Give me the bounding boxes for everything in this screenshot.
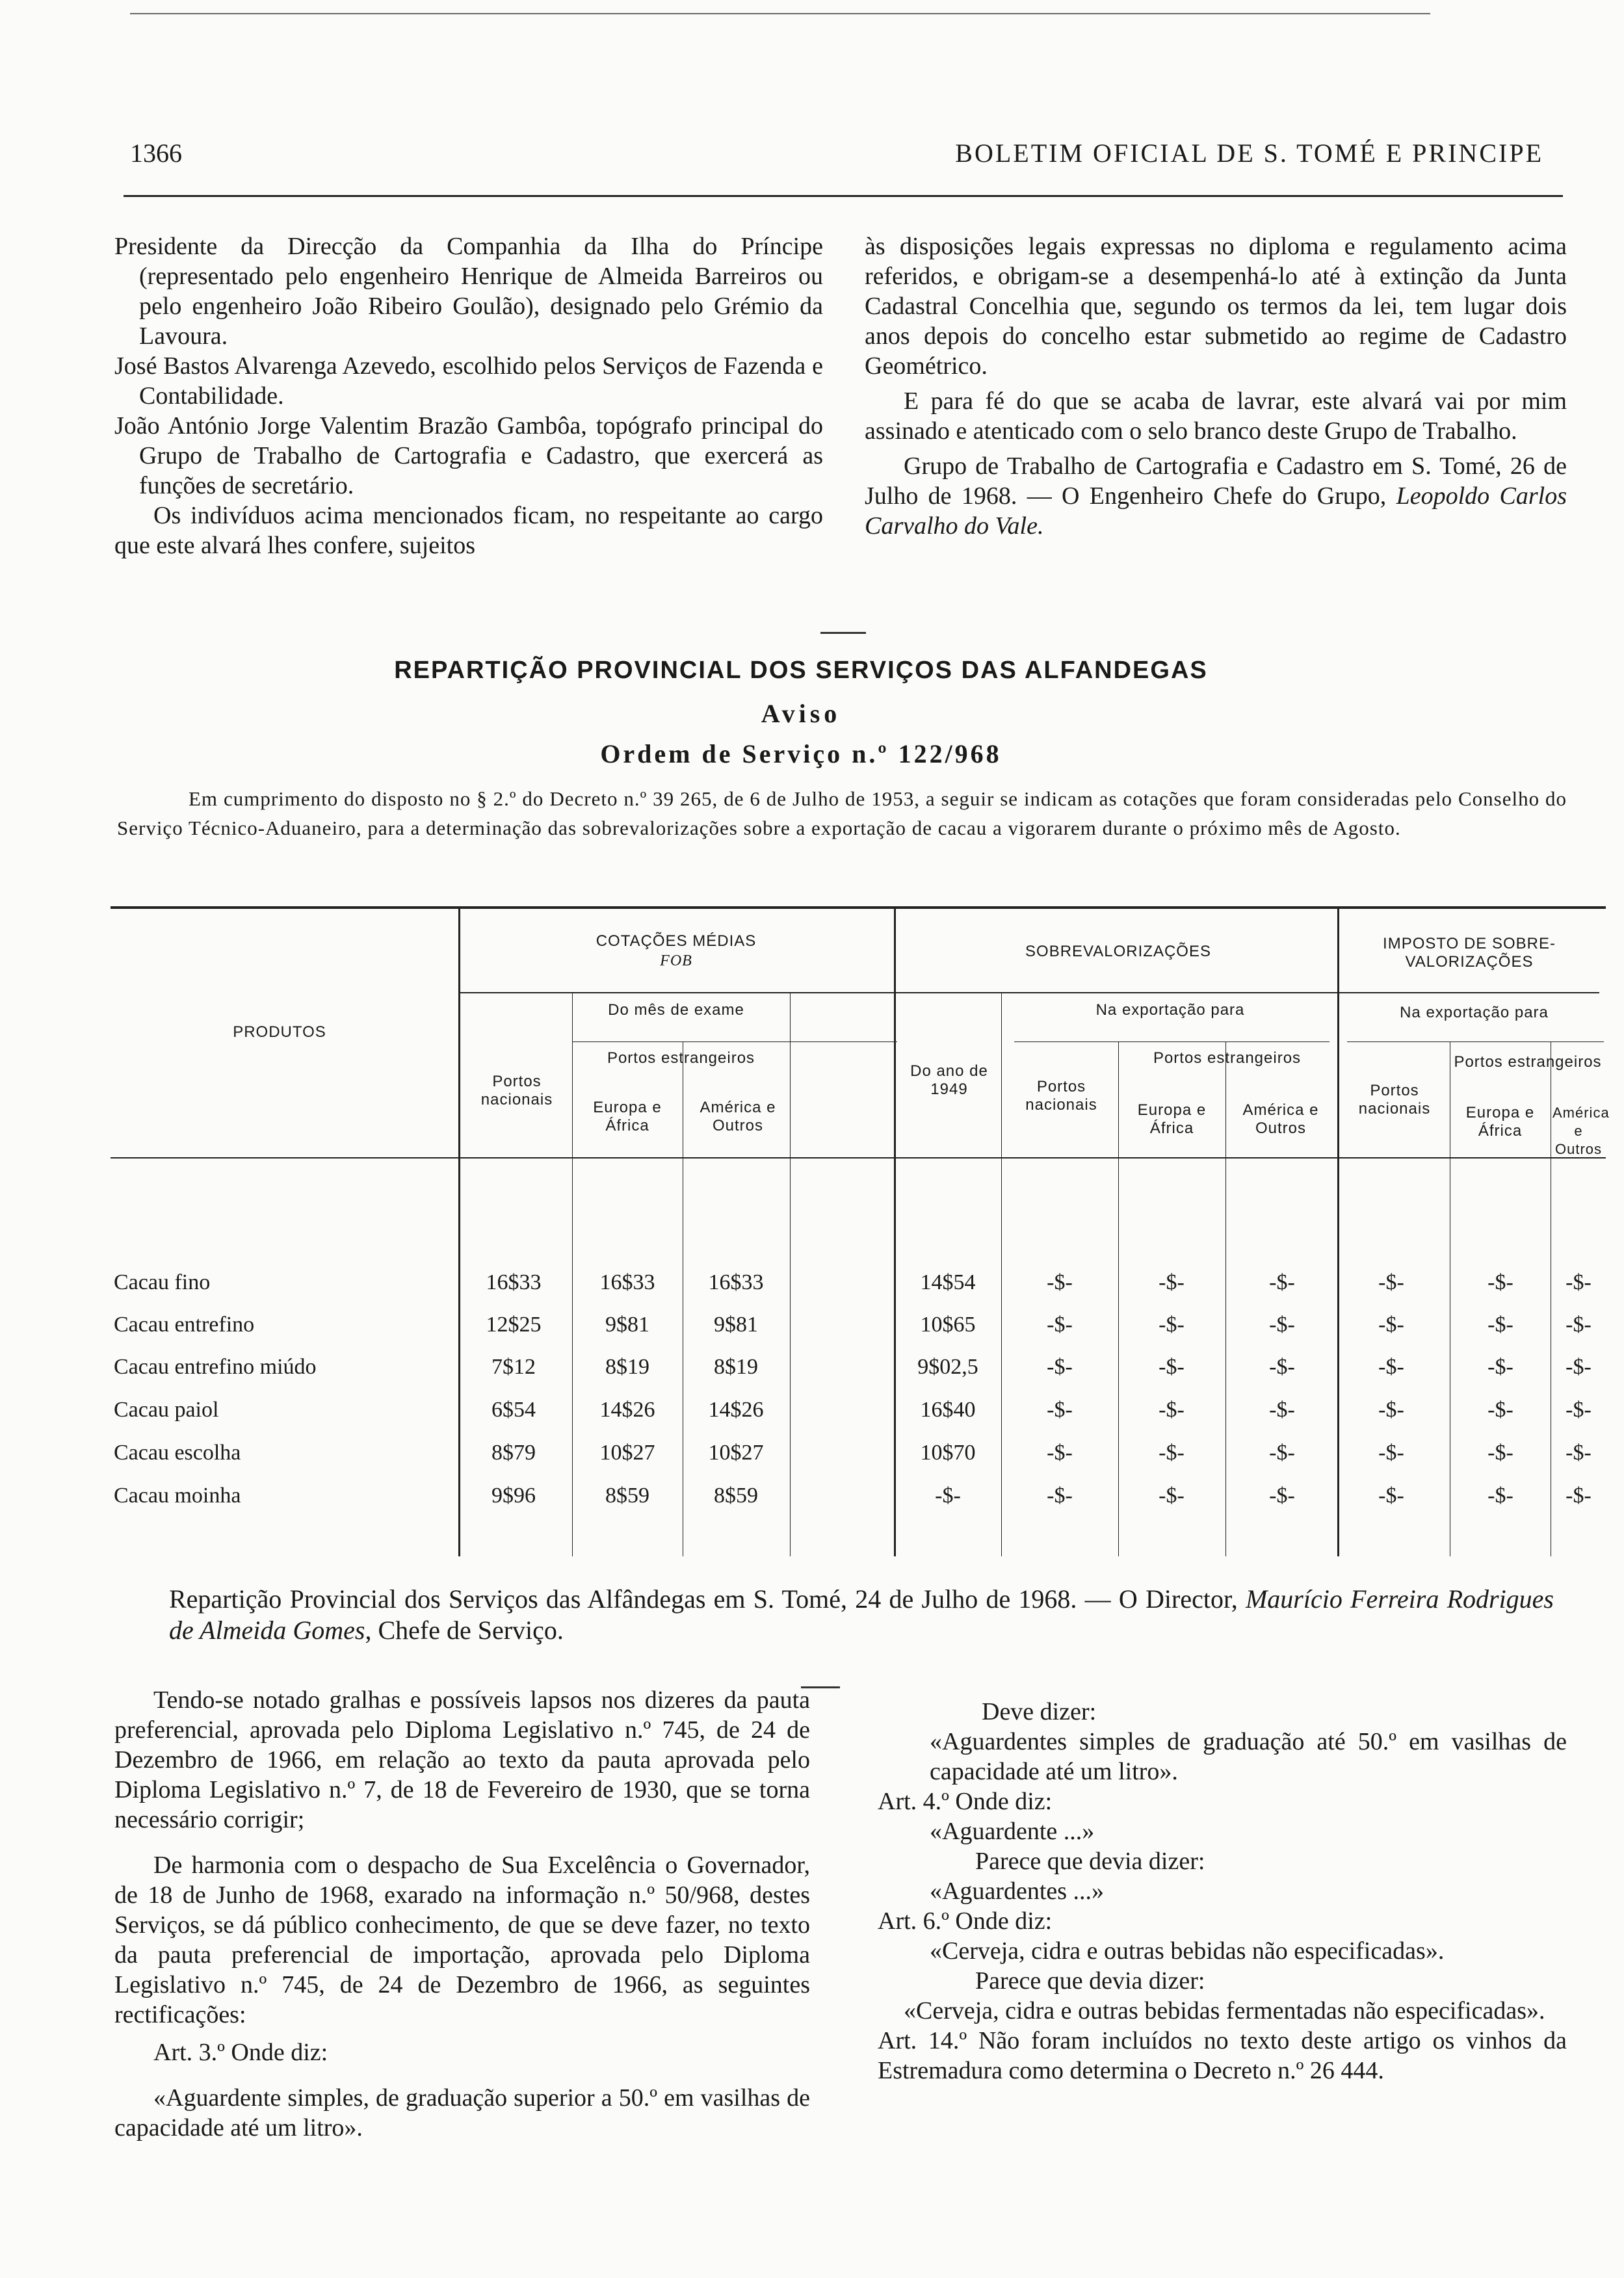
table-cell: -$- — [1047, 1313, 1073, 1337]
column-rule — [894, 906, 896, 1556]
paragraph: Os indivíduos acima mencionados ficam, no respeitante ao cargo que este alvará lhes confere, sujeitos — [114, 502, 823, 559]
table-cell: 8$19 — [605, 1355, 649, 1379]
header-america-outros: América e Outros — [1242, 1101, 1319, 1137]
table-cell: 6$54 — [491, 1398, 536, 1422]
header-europa-africa: Europa e África — [593, 1099, 662, 1134]
header-rule — [1347, 1041, 1604, 1042]
header-portos-estrangeiros: Portos estrangeiros — [607, 1049, 755, 1067]
table-cell: -$- — [1159, 1484, 1185, 1508]
member-item: José Bastos Alvarenga Azevedo, escolhido pelos Serviços de Fazenda e Contabilidade. — [114, 352, 823, 410]
running-head: BOLETIM OFICIAL DE S. TOMÉ E PRINCIPE — [955, 138, 1543, 168]
section-title: REPARTIÇÃO PROVINCIAL DOS SERVIÇOS DAS ALFANDEGAS — [394, 657, 1208, 684]
table-cell: -$- — [1378, 1313, 1404, 1337]
table-cell: -$- — [1487, 1270, 1513, 1294]
table-cell: -$- — [1269, 1313, 1295, 1337]
closing-suffix: , Chefe de Serviço. — [365, 1616, 564, 1645]
table-cell: -$- — [1047, 1398, 1073, 1422]
row-label: Cacau escolha — [114, 1441, 241, 1465]
table-cell: -$- — [935, 1484, 961, 1508]
cacau-table — [104, 906, 1610, 1560]
right-column-top — [865, 231, 1567, 541]
intro-paragraph — [117, 784, 1567, 843]
paragraph: Tendo-se notado gralhas e possíveis lapsos nos dizeres da pauta preferencial, aprovada pelo Diploma Legislativo n.º 745, de 24 de Dezembro de 1966, em relação ao texto da pauta aprovada pelo Diploma Legislativo n.º 7, de 18 de Fevereiro de 1930, que se torna necessário corrigir; — [114, 1686, 810, 1833]
header-produtos: PRODUTOS — [233, 1023, 326, 1041]
scan-artifact-rule — [130, 13, 1430, 14]
table-cell: -$- — [1159, 1313, 1185, 1337]
left-column-top — [114, 231, 823, 560]
paragraph-text: Grupo de Trabalho de Cartografia e Cadastro em S. Tomé, 26 de Julho de 1968. — O Engenheiro Chefe do Grupo, — [865, 452, 1567, 510]
header-exportacao: Na exportação para — [1095, 1001, 1245, 1019]
row-label: Cacau fino — [114, 1270, 211, 1294]
table-cell: 10$70 — [920, 1441, 976, 1465]
column-rule — [572, 992, 573, 1556]
header-europa-africa: Europa e África — [1465, 1104, 1535, 1140]
table-cell: -$- — [1159, 1270, 1185, 1294]
header-portos-estrangeiros: Portos estrangeiros — [1454, 1053, 1602, 1071]
table-cell: 16$33 — [599, 1270, 655, 1294]
table-cell: -$- — [1565, 1270, 1591, 1294]
table-cell: -$- — [1047, 1355, 1073, 1379]
table-cell: 12$25 — [486, 1313, 542, 1337]
header-rule — [124, 195, 1563, 197]
quote: «Aguardente simples, de graduação superior a 50.º em vasilhas de capacidade até um litro». — [114, 2084, 810, 2141]
closing-body: Repartição Provincial dos Serviços das Alfândegas em S. Tomé, 24 de Julho de 1968. — O Director, — [169, 1584, 1246, 1614]
table-cell: -$- — [1047, 1484, 1073, 1508]
table-cell: -$- — [1269, 1484, 1295, 1508]
header-portos-nacionais: Portos nacionais — [1358, 1082, 1431, 1118]
director-name: Maurício Ferreira Rodrigues de Almeida Gomes — [169, 1584, 1554, 1645]
column-rule — [790, 992, 791, 1556]
table-cell: -$- — [1159, 1355, 1185, 1379]
header-rule — [572, 1041, 897, 1042]
table-cell: 16$40 — [920, 1398, 976, 1422]
table-cell: -$- — [1269, 1355, 1295, 1379]
table-cell: 9$96 — [491, 1484, 536, 1508]
deve-dizer: Deve dizer: — [982, 1698, 1097, 1725]
table-cell: 8$79 — [491, 1441, 536, 1465]
header-bottom-rule — [111, 1157, 1606, 1159]
closing-text — [169, 1584, 1554, 1646]
header-sobrevalorizacoes: SOBREVALORIZAÇÕES — [1025, 943, 1211, 960]
page-number: 1366 — [130, 138, 182, 168]
header-imposto: IMPOSTO DE SOBRE-VALORIZAÇÕES — [1383, 935, 1556, 971]
table-cell: -$- — [1047, 1270, 1073, 1294]
table-cell: 10$27 — [708, 1441, 764, 1465]
article-heading: Art. 4.º Onde diz: — [878, 1788, 1053, 1815]
quote: «Aguardente ...» — [930, 1818, 1095, 1845]
header-america-outros: América e Outros — [700, 1099, 776, 1134]
column-rule — [1001, 992, 1002, 1556]
header-fob: FOB — [660, 952, 692, 969]
table-cell: -$- — [1487, 1355, 1513, 1379]
table-cell: 9$81 — [714, 1313, 758, 1337]
column-rule — [458, 906, 460, 1556]
table-cell: -$- — [1159, 1398, 1185, 1422]
table-cell: 7$12 — [491, 1355, 536, 1379]
paragraph: às disposições legais expressas no diploma e regulamento acima referidos, e obrigam-se a desempenhá-lo até à extinção da Junta Cadastral Concelhia que, segundo os termos da lei, tem lugar dois anos depois do concelho estar submetido ao regime de Cadastro Geométrico. — [865, 233, 1567, 380]
column-rule — [1225, 1041, 1226, 1556]
parece-dizer: Parece que devia dizer: — [975, 1967, 1205, 1995]
table-cell: -$- — [1487, 1441, 1513, 1465]
table-cell: 10$27 — [599, 1441, 655, 1465]
table-cell: -$- — [1047, 1441, 1073, 1465]
header-portos-nacionais: Portos nacionais — [1025, 1078, 1097, 1114]
table-cell: 16$33 — [486, 1270, 542, 1294]
table-cell: -$- — [1487, 1313, 1513, 1337]
header-portos-nacionais: Portos nacionais — [480, 1073, 553, 1108]
table-cell: -$- — [1565, 1313, 1591, 1337]
article-heading: Art. 6.º Onde diz: — [878, 1907, 1053, 1935]
table-cell: -$- — [1269, 1441, 1295, 1465]
closing-paragraph — [169, 1584, 1554, 1646]
table-cell: -$- — [1269, 1398, 1295, 1422]
table-cell: -$- — [1487, 1398, 1513, 1422]
member-item: Presidente da Direcção da Companhia da Ilha do Príncipe (representado pelo engenheiro Henrique de Almeida Barreiros ou pelo engenheiro João Ribeiro Goulão), designado pelo Grémio da Lavoura. — [114, 233, 823, 350]
table-cell: -$- — [1378, 1398, 1404, 1422]
table-cell: -$- — [1565, 1441, 1591, 1465]
table-cell: 14$54 — [920, 1270, 976, 1294]
row-label: Cacau entrefino — [114, 1313, 255, 1337]
signature-paragraph — [865, 451, 1567, 541]
header-cotacoes: COTAÇÕES MÉDIAS — [596, 932, 757, 950]
quote: «Aguardentes simples de graduação até 50.º em vasilhas de capacidade até um litro». — [930, 1728, 1567, 1785]
quote: «Cerveja, cidra e outras bebidas não especificadas». — [930, 1937, 1445, 1965]
column-rule — [1118, 1041, 1119, 1556]
table-cell: 8$59 — [605, 1484, 649, 1508]
header-portos-estrangeiros: Portos estrangeiros — [1153, 1049, 1302, 1067]
header-do-ano: Do ano de 1949 — [910, 1062, 988, 1098]
table-cell: 16$33 — [708, 1270, 764, 1294]
header-rule — [458, 992, 1599, 993]
table-cell: -$- — [1565, 1484, 1591, 1508]
table-cell: 8$19 — [714, 1355, 758, 1379]
section-separator — [820, 632, 866, 634]
right-column-bottom — [865, 1697, 1567, 2086]
member-item: João António Jorge Valentim Brazão Gambôa, topógrafo principal do Grupo de Trabalho de Cartografia e Cadastro, que exercerá as funções de secretário. — [114, 412, 823, 499]
table-cell: 14$26 — [708, 1398, 764, 1422]
parece-dizer: Parece que devia dizer: — [975, 1848, 1205, 1875]
column-rule — [1337, 906, 1339, 1556]
paragraph: De harmonia com o despacho de Sua Excelência o Governador, de 18 de Junho de 1968, exarado na informação n.º 50/968, destes Serviços, se dá público conhecimento, de que se deve fazer, no texto da pauta preferencial de importação, aprovada pelo Diploma Legislativo n.º 745, de 24 de Dezembro de 1966, as seguintes rectificações: — [114, 1852, 810, 2028]
header-mes-exame: Do mês de exame — [608, 1001, 744, 1019]
table-cell: -$- — [1487, 1484, 1513, 1508]
row-label: Cacau entrefino miúdo — [114, 1355, 317, 1379]
table-cell: 9$81 — [605, 1313, 649, 1337]
left-column-bottom — [114, 1685, 810, 2143]
table-top-rule — [111, 906, 1606, 909]
table-cell: 14$26 — [599, 1398, 655, 1422]
row-label: Cacau moinha — [114, 1484, 241, 1508]
header-europa-africa: Europa e África — [1137, 1101, 1207, 1137]
row-label: Cacau paiol — [114, 1398, 219, 1422]
paragraph: E para fé do que se acaba de lavrar, este alvará vai por mim assinado e atenticado com o selo branco deste Grupo de Trabalho. — [865, 387, 1567, 445]
signature-name: Leopoldo Carlos Carvalho do Vale. — [865, 482, 1567, 540]
table-cell: 10$65 — [920, 1313, 976, 1337]
header-rule — [1014, 1041, 1329, 1042]
table-cell: -$- — [1378, 1484, 1404, 1508]
table-cell: -$- — [1159, 1441, 1185, 1465]
header-america-outros: América e Outros — [1552, 1105, 1610, 1157]
article-heading: Art. 3.º Onde diz: — [153, 2039, 328, 2066]
table-cell: 9$02,5 — [917, 1355, 978, 1379]
header-exportacao: Na exportação para — [1400, 1004, 1549, 1021]
table-cell: -$- — [1269, 1270, 1295, 1294]
table-cell: -$- — [1378, 1355, 1404, 1379]
intro-text: Em cumprimento do disposto no § 2.º do Decreto n.º 39 265, de 6 de Julho de 1953, a seguir se indicam as cotações que foram consideradas pelo Conselho do Serviço Técnico-Aduaneiro, para a determinação das sobrevalorizações sobre a exportação de cacau a vigorarem durante o próximo mês de Agosto. — [117, 787, 1567, 839]
quote: «Aguardentes ...» — [930, 1878, 1105, 1905]
table-cell: -$- — [1565, 1398, 1591, 1422]
order-title: Ordem de Serviço n.º 122/968 — [600, 739, 1002, 768]
table-cell: -$- — [1378, 1441, 1404, 1465]
section-subtitle: Aviso — [761, 699, 841, 728]
table-cell: -$- — [1378, 1270, 1404, 1294]
table-cell: -$- — [1565, 1355, 1591, 1379]
table-cell: 8$59 — [714, 1484, 758, 1508]
quote: «Cerveja, cidra e outras bebidas fermentadas não especificadas». — [904, 1997, 1545, 2024]
article-paragraph: Art. 14.º Não foram incluídos no texto deste artigo os vinhos da Estremadura como determina o Decreto n.º 26 444. — [878, 2027, 1567, 2084]
